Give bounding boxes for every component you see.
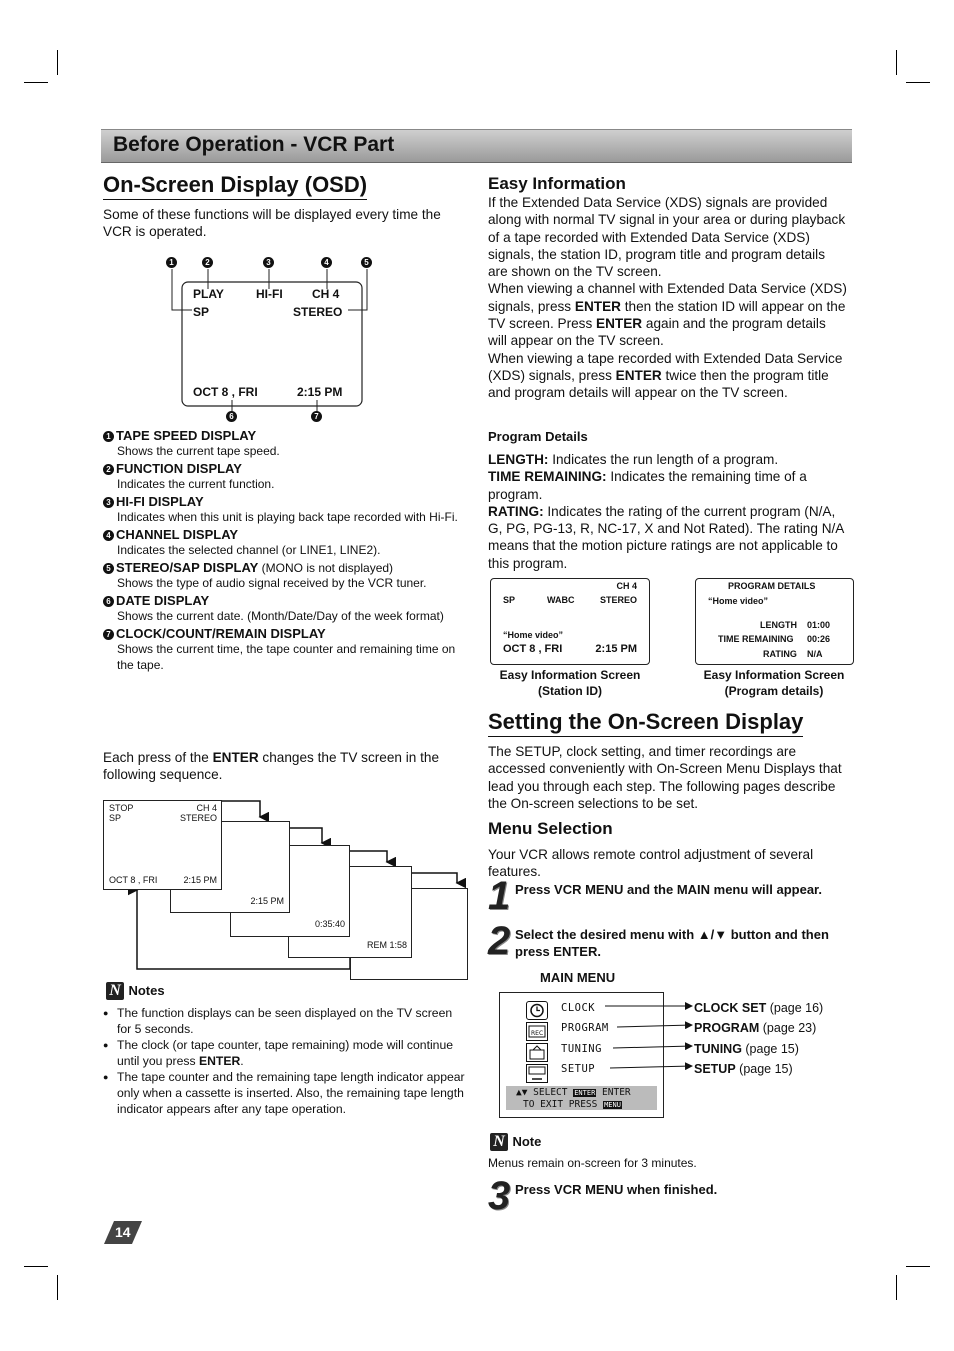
easy-p2-d: ENTER bbox=[596, 316, 643, 332]
seq-text-c: changes the TV screen in the following sequence. bbox=[103, 750, 440, 783]
easy-p1: If the Extended Data Service (XDS) signals are provided along with normal TV signal in your area or during playback of a tape recorded with Extended Data Service (XDS) signals, the station ID, program title and program details are shown on the TV screen. bbox=[488, 195, 846, 280]
section-banner bbox=[101, 129, 852, 163]
menu-link-program[interactable] bbox=[694, 1018, 823, 1038]
notes-title: Notes bbox=[128, 983, 165, 998]
menu-item-clock[interactable]: CLOCK bbox=[561, 1002, 596, 1014]
item-number: 3 bbox=[103, 497, 114, 508]
link-page: (page 16) bbox=[766, 1001, 824, 1015]
link-page: (page 15) bbox=[741, 1041, 799, 1056]
link-name: CLOCK SET bbox=[694, 1001, 767, 1015]
sequence-screen-1 bbox=[103, 800, 222, 890]
step-1-text: Press VCR MENU and the MAIN menu will appear. bbox=[515, 882, 823, 897]
callout-2: 2 bbox=[202, 257, 213, 268]
callout-4: 4 bbox=[321, 257, 332, 268]
easy-p2 bbox=[488, 280, 848, 349]
footer-select: ▲▼ SELECT bbox=[516, 1087, 568, 1098]
menu-item-program[interactable]: PROGRAM bbox=[561, 1022, 609, 1034]
osd-play: PLAY bbox=[193, 287, 224, 301]
link-name: TUNING bbox=[694, 1041, 742, 1056]
menu-links bbox=[694, 998, 823, 1079]
note-text: The clock (or tape counter, tape remaining) mode will continue until you press bbox=[117, 1038, 454, 1068]
footer-exit: TO EXIT PRESS bbox=[523, 1099, 598, 1110]
osd-channel: CH 4 bbox=[312, 287, 340, 301]
s1-channel: CH 4 bbox=[616, 581, 637, 591]
note-icon: N bbox=[490, 1133, 508, 1151]
osd-item bbox=[103, 461, 465, 492]
osd-item bbox=[103, 494, 465, 525]
s1-date: OCT 8 , FRI bbox=[503, 643, 563, 655]
crop-mark bbox=[57, 1275, 58, 1300]
menu-selection-text: Your VCR allows remote control adjustment of several features. bbox=[488, 847, 814, 880]
footer-enter: ENTER bbox=[602, 1087, 631, 1098]
screen-time: 2:15 PM bbox=[183, 875, 217, 885]
rating-label: RATING: bbox=[488, 503, 544, 519]
menu-link-tuning[interactable] bbox=[694, 1039, 823, 1059]
item-number: 4 bbox=[103, 530, 114, 541]
link-page: (page 23) bbox=[759, 1021, 817, 1036]
osd-time: 2:15 PM bbox=[297, 385, 343, 399]
s2-rating-label: RATING bbox=[763, 649, 797, 659]
osd-date: OCT 8 , FRI bbox=[193, 385, 258, 399]
note-title: Note bbox=[512, 1134, 542, 1149]
step-3-text: Press VCR MENU when finished. bbox=[515, 1182, 718, 1197]
item-title: FUNCTION DISPLAY bbox=[116, 461, 242, 476]
easy-p3-b: ENTER bbox=[615, 367, 662, 383]
osd-sp: SP bbox=[193, 305, 210, 319]
program-icon bbox=[526, 1022, 548, 1041]
screen-clock: 2:15 PM bbox=[250, 896, 284, 906]
crop-mark bbox=[896, 1275, 897, 1300]
item-title: TAPE SPEED DISPLAY bbox=[116, 428, 257, 443]
enter-key-icon: ENTER bbox=[574, 1089, 596, 1097]
note-text: Menus remain on-screen for 3 minutes. bbox=[488, 1156, 697, 1170]
callout-6: 6 bbox=[226, 411, 237, 422]
osd-item-list bbox=[103, 428, 465, 675]
menu-link-setup[interactable] bbox=[694, 1059, 823, 1079]
remain-def bbox=[488, 468, 848, 503]
program-details-text bbox=[488, 451, 848, 572]
step-number: 2 bbox=[488, 919, 511, 963]
crop-mark bbox=[896, 50, 897, 75]
step-2-text: Select the desired menu with ▲/▼ button and then press ENTER. bbox=[515, 927, 829, 959]
item-suffix: (MONO is not displayed) bbox=[258, 561, 394, 575]
callout-5: 5 bbox=[361, 257, 372, 268]
setting-intro: The SETUP, clock setting, and timer recordings are accessed conveniently with On-Screen Menu Displays that lead you through each step. The following pages describe the On-screen selections to be set. bbox=[488, 744, 842, 811]
sequence-text bbox=[103, 749, 465, 784]
osd-item bbox=[103, 593, 465, 624]
osd-item bbox=[103, 560, 465, 591]
note-header bbox=[490, 1133, 541, 1151]
s2-remain-label: TIME REMAINING bbox=[718, 634, 794, 644]
easy-info-heading: Easy Information bbox=[488, 174, 626, 193]
crop-mark bbox=[24, 82, 48, 83]
item-desc: Indicates when this unit is playing back tape recorded with Hi-Fi. bbox=[117, 510, 458, 524]
s1-station: WABC bbox=[547, 595, 575, 605]
length-def bbox=[488, 451, 848, 468]
note-icon: N bbox=[106, 982, 124, 1000]
item-desc: Shows the current time, the tape counter and remaining time on the tape. bbox=[117, 642, 456, 672]
item-desc: Shows the type of audio signal received by the VCR tuner. bbox=[117, 576, 427, 590]
item-title: STEREO/SAP DISPLAY bbox=[116, 560, 259, 575]
osd-item bbox=[103, 626, 465, 673]
menu-item-setup[interactable]: SETUP bbox=[561, 1063, 596, 1075]
s2-remain-value: 00:26 bbox=[807, 634, 831, 644]
link-page: (page 15) bbox=[735, 1061, 793, 1076]
rating-def bbox=[488, 503, 848, 572]
program-details-caption: Easy Information Screen (Program details) bbox=[703, 668, 845, 698]
item-title: CHANNEL DISPLAY bbox=[116, 527, 239, 542]
tuning-icon bbox=[526, 1043, 548, 1062]
callout-1: 1 bbox=[166, 257, 177, 268]
s2-heading: PROGRAM DETAILS bbox=[728, 581, 816, 591]
page-number: 14 bbox=[115, 1224, 131, 1240]
length-label: LENGTH: bbox=[488, 452, 549, 467]
menu-footer bbox=[506, 1086, 657, 1110]
note-item bbox=[103, 1037, 465, 1069]
station-id-screen bbox=[490, 578, 650, 665]
s1-program-title: “Home video” bbox=[503, 630, 564, 640]
page-number-badge bbox=[102, 1220, 144, 1245]
item-title: CLOCK/COUNT/REMAIN DISPLAY bbox=[116, 626, 326, 641]
osd-item bbox=[103, 428, 465, 459]
remain-text: Indicates the remaining time of a program. bbox=[488, 469, 807, 502]
note-text: The function displays can be seen displayed on the TV screen for 5 seconds. bbox=[117, 1006, 453, 1036]
easy-p3-a: When viewing a tape recorded with Extended Data Service (XDS) signals, press bbox=[488, 350, 843, 383]
remain-label: TIME REMAINING: bbox=[488, 469, 607, 485]
item-desc: Shows the current date. (Month/Date/Day of the week format) bbox=[117, 609, 444, 623]
note-item bbox=[103, 1005, 465, 1037]
station-id-caption: Easy Information Screen (Station ID) bbox=[499, 668, 641, 698]
step-number: 3 bbox=[488, 1174, 511, 1218]
screen-date: OCT 8 , FRI bbox=[109, 875, 158, 885]
easy-p2-a: When viewing a channel with Extended Data Service (XDS) signals, press bbox=[488, 281, 847, 314]
osd-diagram bbox=[160, 252, 390, 427]
item-number: 2 bbox=[103, 464, 114, 475]
note-text: The tape counter and the remaining tape length indicator appear only when a cassette is inserted. Also, the remaining tape length indicator appears after any tape operation. bbox=[117, 1070, 465, 1116]
item-desc: Indicates the selected channel (or LINE1, LINE2). bbox=[117, 543, 381, 557]
seq-text-a: Each press of the bbox=[103, 750, 213, 765]
item-title: HI-FI DISPLAY bbox=[116, 494, 204, 509]
easy-p2-b: ENTER bbox=[574, 298, 621, 314]
screen-sp: SP bbox=[109, 813, 122, 823]
item-number: 7 bbox=[103, 629, 114, 640]
seq-text-b: ENTER bbox=[212, 750, 259, 765]
s1-time: 2:15 PM bbox=[595, 643, 637, 655]
callout-3: 3 bbox=[263, 257, 274, 268]
menu-selection-heading: Menu Selection bbox=[488, 819, 613, 838]
main-menu-label: MAIN MENU bbox=[540, 970, 616, 985]
osd-heading: On-Screen Display (OSD) bbox=[103, 172, 367, 200]
length-text: Indicates the run length of a program. bbox=[548, 452, 779, 467]
setting-heading: Setting the On-Screen Display bbox=[488, 709, 803, 737]
note-text-end: . bbox=[240, 1054, 244, 1068]
s2-length-label: LENGTH bbox=[760, 620, 797, 630]
menu-link-arrows bbox=[600, 995, 700, 1075]
item-desc: Shows the current tape speed. bbox=[117, 444, 280, 458]
item-number: 5 bbox=[103, 563, 114, 574]
easy-p3-c: twice then the program title and program details will appear on the TV screen. bbox=[488, 367, 829, 401]
menu-key-icon: MENU bbox=[604, 1101, 621, 1109]
svg-text:REC: REC bbox=[531, 1030, 544, 1037]
screen-counter: 0:35:40 bbox=[314, 919, 345, 929]
notes-header bbox=[106, 982, 165, 1000]
notes-list bbox=[103, 1005, 465, 1117]
clock-icon bbox=[526, 1001, 548, 1020]
s1-sp: SP bbox=[503, 595, 516, 605]
s2-rating-value: N/A bbox=[807, 649, 823, 659]
osd-item bbox=[103, 527, 465, 558]
item-desc: Indicates the current function. bbox=[117, 477, 275, 491]
menu-link-clock[interactable] bbox=[694, 998, 823, 1018]
easy-p3 bbox=[488, 350, 848, 402]
item-number: 1 bbox=[103, 431, 114, 442]
easy-p2-e: again and the program details will appear on the TV screen. bbox=[488, 316, 826, 349]
callout-7: 7 bbox=[311, 411, 322, 422]
crop-mark bbox=[24, 1266, 48, 1267]
menu-item-tuning[interactable]: TUNING bbox=[561, 1043, 602, 1055]
osd-intro: Some of these functions will be displayed every time the VCR is operated. bbox=[103, 207, 441, 240]
item-number: 6 bbox=[103, 596, 114, 607]
screen-stop: STOP bbox=[109, 803, 134, 813]
note-item bbox=[103, 1069, 465, 1117]
screen-stereo: STEREO bbox=[179, 813, 217, 823]
crop-mark bbox=[906, 1266, 930, 1267]
link-name: PROGRAM bbox=[694, 1021, 760, 1036]
setup-icon bbox=[526, 1064, 548, 1083]
s2-program-title: “Home video” bbox=[708, 596, 769, 606]
note-bold: ENTER bbox=[198, 1054, 241, 1068]
s1-stereo: STEREO bbox=[599, 595, 637, 605]
easy-p2-c: then the station ID will appear on the TV screen. Press bbox=[488, 298, 846, 332]
link-name: SETUP bbox=[694, 1061, 736, 1076]
program-details-screen bbox=[695, 578, 854, 665]
step-number: 1 bbox=[488, 874, 511, 918]
item-title: DATE DISPLAY bbox=[116, 593, 210, 608]
crop-mark bbox=[57, 50, 58, 75]
program-details-heading: Program Details bbox=[488, 429, 588, 444]
s2-length-value: 01:00 bbox=[807, 620, 831, 630]
screen-remain: REM 1:58 bbox=[366, 940, 407, 950]
screen-channel: CH 4 bbox=[196, 803, 217, 813]
crop-mark bbox=[906, 82, 930, 83]
osd-stereo: STEREO bbox=[293, 305, 343, 319]
osd-hifi: HI-FI bbox=[256, 287, 283, 301]
section-title: Before Operation - VCR Part bbox=[113, 133, 395, 156]
rating-text: Indicates the rating of the current program (N/A, G, PG, PG-13, R, NC-17, X and Not Rated). The rating N/A means that the motion picture ratings are not applicable to this program. bbox=[488, 503, 844, 571]
easy-info-text bbox=[488, 194, 848, 402]
